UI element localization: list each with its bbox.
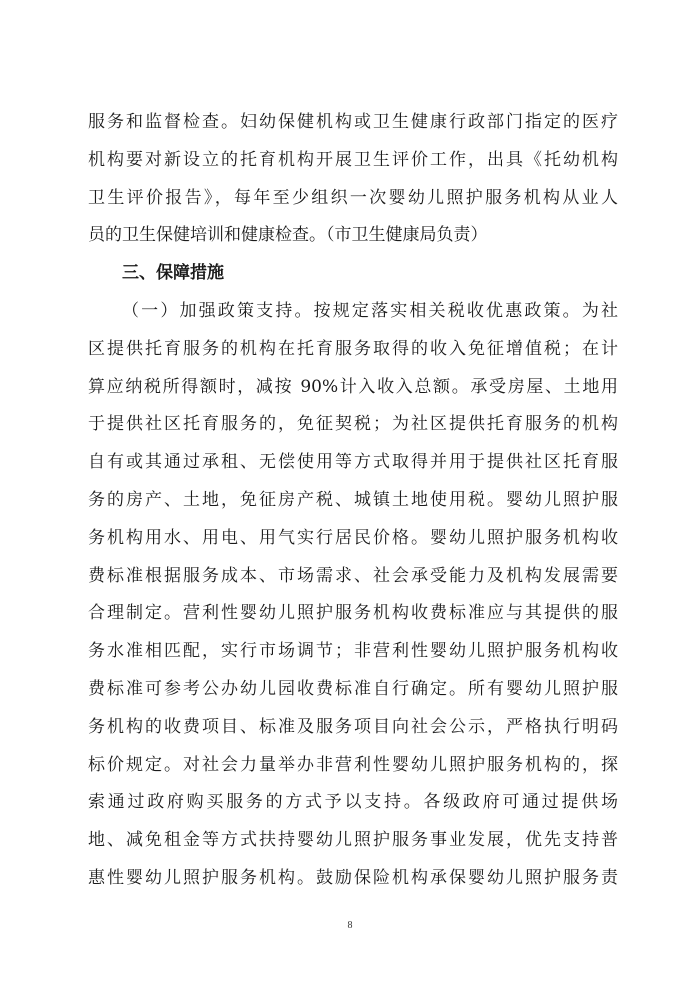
section-heading: 三、保障措施 — [122, 263, 224, 284]
body-line: 区提供托育服务的机构在托育服务取得的收入免征增值税；在计 — [88, 338, 618, 359]
body-line: 务的房产、土地，免征房产税、城镇土地使用税。婴幼儿照护服 — [88, 489, 618, 510]
body-line: 员的卫生保健培训和健康检查。（市卫生健康局负责） — [88, 225, 488, 246]
body-line: 算应纳税所得额时，减按 90%计入收入总额。承受房屋、土地用 — [88, 376, 618, 397]
body-line: 卫生评价报告》，每年至少组织一次婴幼儿照护服务机构从业人 — [88, 187, 618, 208]
page-number: 8 — [347, 920, 353, 931]
body-line: 自有或其通过承租、无偿使用等方式取得并用于提供社区托育服 — [88, 452, 618, 473]
body-line: 地、减免租金等方式扶持婴幼儿照护服务事业发展，优先支持普 — [88, 830, 618, 851]
body-line: 务水准相匹配，实行市场调节；非营利性婴幼儿照护服务机构收 — [88, 641, 618, 662]
paragraph-first-line: （一）加强政策支持。按规定落实相关税收优惠政策。为社 — [122, 300, 618, 321]
body-line: 务机构用水、用电、用气实行居民价格。婴幼儿照护服务机构收 — [88, 527, 618, 548]
body-line: 合理制定。营利性婴幼儿照护服务机构收费标准应与其提供的服 — [88, 603, 618, 624]
body-line: 费标准可参考公办幼儿园收费标准自行确定。所有婴幼儿照护服 — [88, 678, 618, 699]
body-line: 惠性婴幼儿照护服务机构。鼓励保险机构承保婴幼儿照护服务责 — [88, 867, 618, 888]
body-line: 标价规定。对社会力量举办非营利性婴幼儿照护服务机构的，探 — [88, 754, 618, 775]
document-body — [88, 104, 618, 898]
body-line: 机构要对新设立的托育机构开展卫生评价工作，出具《托幼机构 — [88, 149, 618, 170]
body-line: 费标准根据服务成本、市场需求、社会承受能力及机构发展需要 — [88, 565, 618, 586]
body-line: 索通过政府购买服务的方式予以支持。各级政府可通过提供场 — [88, 792, 618, 813]
body-line: 于提供社区托育服务的，免征契税；为社区提供托育服务的机构 — [88, 414, 618, 435]
body-line: 服务和监督检查。妇幼保健机构或卫生健康行政部门指定的医疗 — [88, 112, 618, 132]
body-line: 务机构的收费项目、标准及服务项目向社会公示，严格执行明码 — [88, 716, 618, 737]
